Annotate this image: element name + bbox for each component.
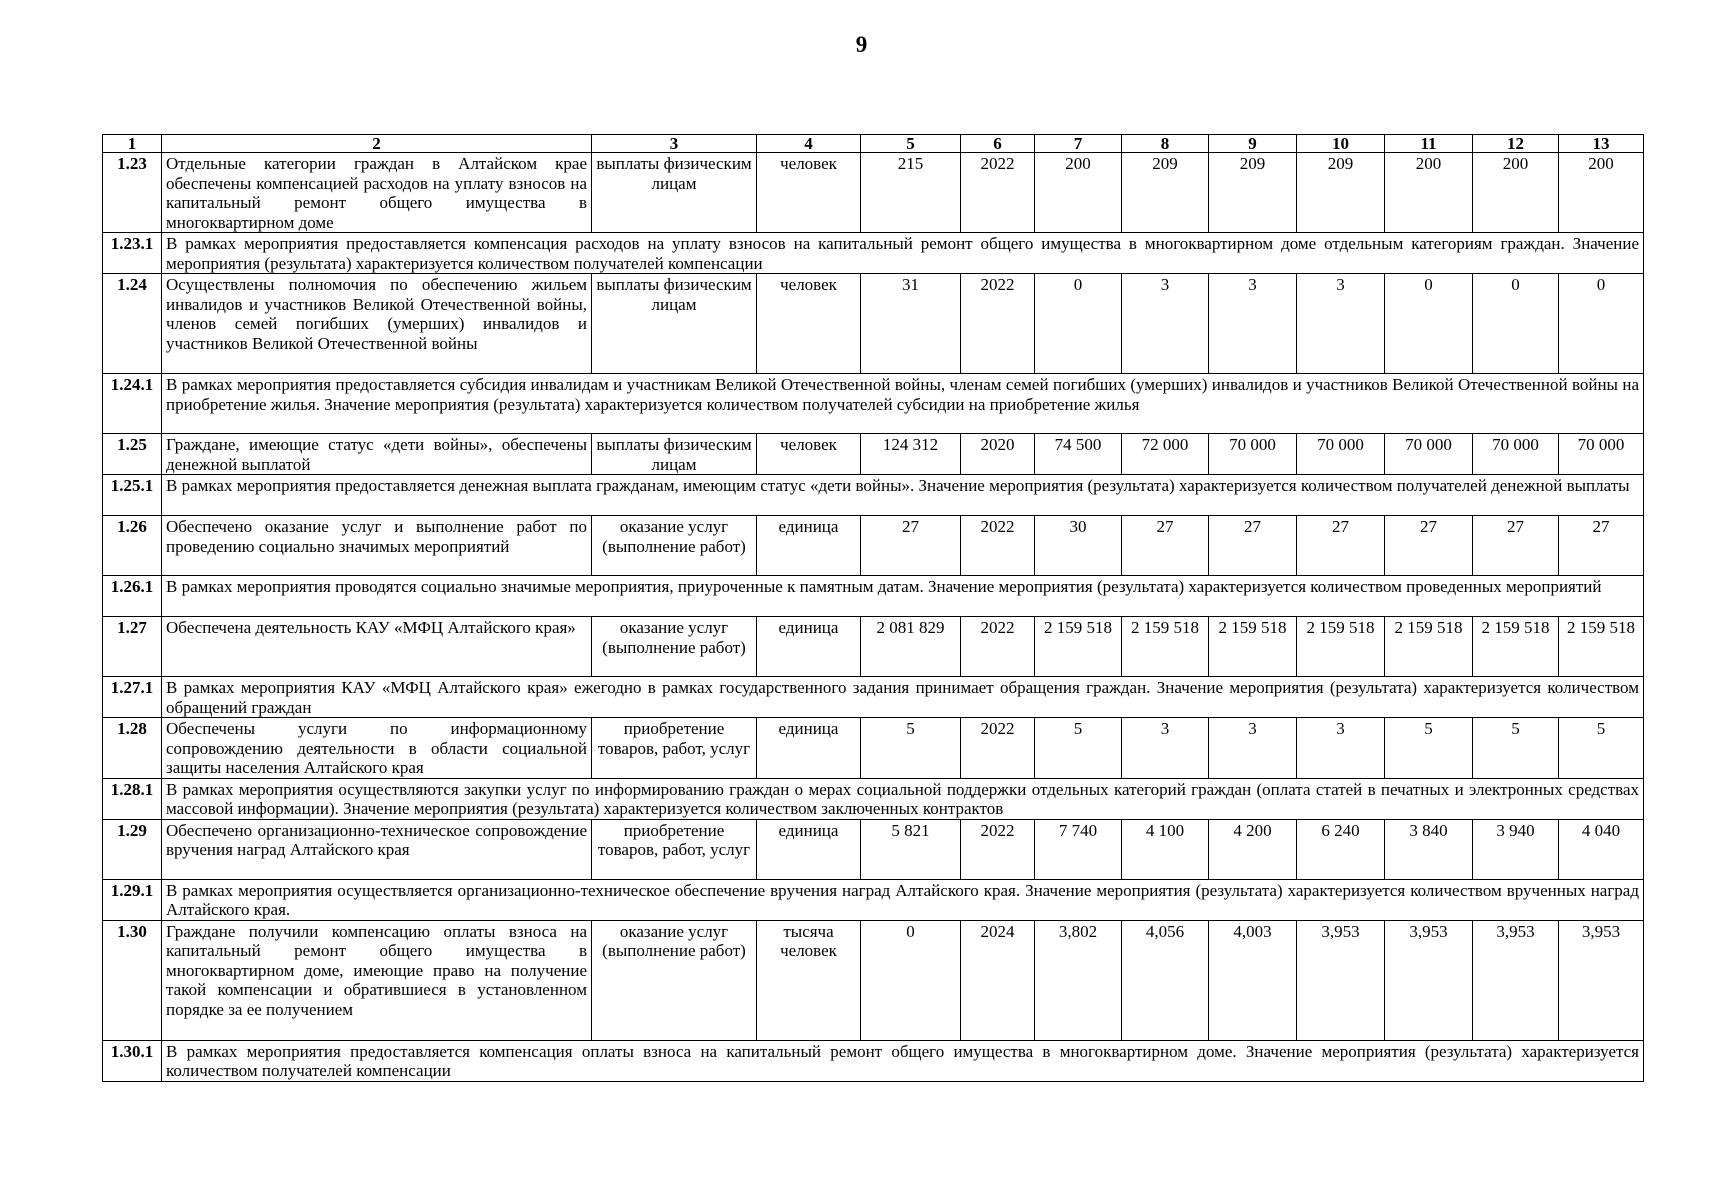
column-number-header: 9 bbox=[1209, 135, 1297, 153]
result-type: выплаты физическим лицам bbox=[592, 153, 757, 233]
result-name: Обеспечено организационно-техническое сопровождение вручения наград Алтайского края bbox=[162, 819, 592, 879]
value-cell: 3,953 bbox=[1559, 920, 1644, 1040]
table-row bbox=[103, 153, 1644, 233]
value-cell: 200 bbox=[1559, 153, 1644, 233]
value-cell: 0 bbox=[1035, 274, 1122, 374]
value-cell: 2022 bbox=[961, 516, 1035, 576]
value-cell: 70 000 bbox=[1473, 434, 1559, 475]
row-number: 1.29 bbox=[103, 819, 162, 879]
value-cell: 70 000 bbox=[1209, 434, 1297, 475]
value-cell: 27 bbox=[1297, 516, 1385, 576]
row-number: 1.25 bbox=[103, 434, 162, 475]
value-cell: 2 159 518 bbox=[1385, 617, 1473, 677]
result-type: выплаты физическим лицам bbox=[592, 274, 757, 374]
result-type: приобретение товаров, работ, услуг bbox=[592, 718, 757, 779]
result-name: Граждане, имеющие статус «дети войны», обеспечены денежной выплатой bbox=[162, 434, 592, 475]
row-number: 1.26.1 bbox=[103, 576, 162, 617]
value-cell: 27 bbox=[1559, 516, 1644, 576]
value-cell: 5 bbox=[1035, 718, 1122, 779]
value-cell: 72 000 bbox=[1122, 434, 1209, 475]
row-description: В рамках мероприятия проводятся социально значимые мероприятия, приуроченные к памятным датам. Значение мероприятия (результата) характеризуется количеством проведенных мероприятий bbox=[162, 576, 1644, 617]
value-cell: 4,056 bbox=[1122, 920, 1209, 1040]
unit-of-measure: человек bbox=[757, 153, 861, 233]
row-description: В рамках мероприятия предоставляется компенсация расходов на уплату взносов на капитальный ремонт общего имущества в многоквартирном доме отдельным категориям граждан. Значение мероприятия (результата) характеризуется количеством получателей компенсации bbox=[162, 233, 1644, 274]
result-name: Обеспечено оказание услуг и выполнение работ по проведению социально значимых мероприятий bbox=[162, 516, 592, 576]
value-cell: 209 bbox=[1297, 153, 1385, 233]
value-cell: 3 bbox=[1297, 718, 1385, 779]
column-number-header: 8 bbox=[1122, 135, 1209, 153]
result-type: оказание услуг (выполнение работ) bbox=[592, 516, 757, 576]
value-cell: 70 000 bbox=[1297, 434, 1385, 475]
description-row bbox=[103, 576, 1644, 617]
value-cell: 2020 bbox=[961, 434, 1035, 475]
value-cell: 5 bbox=[1473, 718, 1559, 779]
value-cell: 4 040 bbox=[1559, 819, 1644, 879]
value-cell: 27 bbox=[1473, 516, 1559, 576]
unit-of-measure: единица bbox=[757, 617, 861, 677]
row-description: В рамках мероприятия предоставляется компенсация оплаты взноса на капитальный ремонт общего имущества в многоквартирном доме. Значение мероприятия (результата) характеризуется количеством получателей компенсации bbox=[162, 1040, 1644, 1081]
value-cell: 215 bbox=[861, 153, 961, 233]
value-cell: 3 bbox=[1297, 274, 1385, 374]
value-cell: 6 240 bbox=[1297, 819, 1385, 879]
unit-of-measure: единица bbox=[757, 718, 861, 779]
value-cell: 31 bbox=[861, 274, 961, 374]
column-number-header: 4 bbox=[757, 135, 861, 153]
value-cell: 0 bbox=[1559, 274, 1644, 374]
value-cell: 2022 bbox=[961, 274, 1035, 374]
result-name: Граждане получили компенсацию оплаты взноса на капитальный ремонт общего имущества в многоквартирном доме, имеющие право на получение такой компенсации и обратившиеся в установленном порядке за ее получением bbox=[162, 920, 592, 1040]
value-cell: 3,953 bbox=[1473, 920, 1559, 1040]
value-cell: 27 bbox=[861, 516, 961, 576]
value-cell: 2022 bbox=[961, 718, 1035, 779]
description-row bbox=[103, 233, 1644, 274]
column-number-header: 13 bbox=[1559, 135, 1644, 153]
row-number: 1.28 bbox=[103, 718, 162, 779]
row-description: В рамках мероприятия осуществляется организационно-техническое обеспечение вручения наград Алтайского края. Значение мероприятия (результата) характеризуется количеством врученных наград Алтайского края. bbox=[162, 879, 1644, 920]
result-name: Отдельные категории граждан в Алтайском крае обеспечены компенсацией расходов на уплату взносов на капитальный ремонт общего имущества в многоквартирном доме bbox=[162, 153, 592, 233]
value-cell: 70 000 bbox=[1559, 434, 1644, 475]
column-number-header: 12 bbox=[1473, 135, 1559, 153]
value-cell: 27 bbox=[1122, 516, 1209, 576]
row-number: 1.30 bbox=[103, 920, 162, 1040]
result-name: Обеспечена деятельность КАУ «МФЦ Алтайского края» bbox=[162, 617, 592, 677]
value-cell: 209 bbox=[1122, 153, 1209, 233]
column-number-header: 2 bbox=[162, 135, 592, 153]
row-number: 1.23 bbox=[103, 153, 162, 233]
value-cell: 2022 bbox=[961, 819, 1035, 879]
page-number: 9 bbox=[855, 32, 868, 57]
unit-of-measure: единица bbox=[757, 516, 861, 576]
table-row bbox=[103, 819, 1644, 879]
row-number: 1.29.1 bbox=[103, 879, 162, 920]
unit-of-measure: тысяча человек bbox=[757, 920, 861, 1040]
value-cell: 2 081 829 bbox=[861, 617, 961, 677]
value-cell: 5 bbox=[1559, 718, 1644, 779]
description-row bbox=[103, 778, 1644, 819]
value-cell: 3 bbox=[1122, 718, 1209, 779]
result-type: оказание услуг (выполнение работ) bbox=[592, 920, 757, 1040]
column-number-header: 6 bbox=[961, 135, 1035, 153]
value-cell: 4 200 bbox=[1209, 819, 1297, 879]
value-cell: 0 bbox=[1473, 274, 1559, 374]
column-number-header: 3 bbox=[592, 135, 757, 153]
result-name: Обеспечены услуги по информационному сопровождению деятельности в области социальной защиты населения Алтайского края bbox=[162, 718, 592, 779]
value-cell: 30 bbox=[1035, 516, 1122, 576]
value-cell: 2 159 518 bbox=[1473, 617, 1559, 677]
row-number: 1.28.1 bbox=[103, 778, 162, 819]
table-row bbox=[103, 617, 1644, 677]
value-cell: 0 bbox=[1385, 274, 1473, 374]
value-cell: 2 159 518 bbox=[1035, 617, 1122, 677]
row-number: 1.27 bbox=[103, 617, 162, 677]
value-cell: 200 bbox=[1473, 153, 1559, 233]
value-cell: 2 159 518 bbox=[1122, 617, 1209, 677]
value-cell: 2 159 518 bbox=[1209, 617, 1297, 677]
row-number: 1.24.1 bbox=[103, 374, 162, 434]
value-cell: 4,003 bbox=[1209, 920, 1297, 1040]
table-header-row bbox=[103, 135, 1644, 153]
value-cell: 7 740 bbox=[1035, 819, 1122, 879]
row-description: В рамках мероприятия КАУ «МФЦ Алтайского края» ежегодно в рамках государственного задания принимает обращения граждан. Значение мероприятия (результата) характеризуется количеством обращений граждан bbox=[162, 677, 1644, 718]
value-cell: 124 312 bbox=[861, 434, 961, 475]
row-number: 1.30.1 bbox=[103, 1040, 162, 1081]
column-number-header: 5 bbox=[861, 135, 961, 153]
value-cell: 5 bbox=[861, 718, 961, 779]
unit-of-measure: человек bbox=[757, 274, 861, 374]
value-cell: 0 bbox=[861, 920, 961, 1040]
value-cell: 2024 bbox=[961, 920, 1035, 1040]
result-type: приобретение товаров, работ, услуг bbox=[592, 819, 757, 879]
column-number-header: 11 bbox=[1385, 135, 1473, 153]
row-description: В рамках мероприятия осуществляются закупки услуг по информированию граждан о мерах социальной поддержки отдельных категорий граждан (оплата статей в печатных и электронных средствах массовой информации). Значение мероприятия (результата) характеризуется количеством заключенных контрактов bbox=[162, 778, 1644, 819]
value-cell: 27 bbox=[1385, 516, 1473, 576]
value-cell: 200 bbox=[1385, 153, 1473, 233]
table-row bbox=[103, 274, 1644, 374]
value-cell: 3 840 bbox=[1385, 819, 1473, 879]
row-number: 1.25.1 bbox=[103, 475, 162, 516]
row-number: 1.26 bbox=[103, 516, 162, 576]
value-cell: 3 bbox=[1122, 274, 1209, 374]
value-cell: 27 bbox=[1209, 516, 1297, 576]
unit-of-measure: человек bbox=[757, 434, 861, 475]
value-cell: 3,953 bbox=[1297, 920, 1385, 1040]
row-description: В рамках мероприятия предоставляется субсидия инвалидам и участникам Великой Отечественной войны, членам семей погибших (умерших) инвалидов и участников Великой Отечественной войны на приобретение жилья. Значение мероприятия (результата) характеризуется количеством получателей субсидии на приобретение жилья bbox=[162, 374, 1644, 434]
value-cell: 5 821 bbox=[861, 819, 961, 879]
result-name: Осуществлены полномочия по обеспечению жильем инвалидов и участников Великой Отечественной войны, членов семей погибших (умерших) инвалидов и участников Великой Отечественной войны bbox=[162, 274, 592, 374]
row-number: 1.23.1 bbox=[103, 233, 162, 274]
value-cell: 3,953 bbox=[1385, 920, 1473, 1040]
description-row bbox=[103, 879, 1644, 920]
description-row bbox=[103, 1040, 1644, 1081]
value-cell: 3 bbox=[1209, 718, 1297, 779]
column-number-header: 7 bbox=[1035, 135, 1122, 153]
value-cell: 70 000 bbox=[1385, 434, 1473, 475]
value-cell: 2022 bbox=[961, 153, 1035, 233]
value-cell: 3,802 bbox=[1035, 920, 1122, 1040]
value-cell: 2 159 518 bbox=[1297, 617, 1385, 677]
value-cell: 209 bbox=[1209, 153, 1297, 233]
column-number-header: 1 bbox=[103, 135, 162, 153]
value-cell: 200 bbox=[1035, 153, 1122, 233]
description-row bbox=[103, 374, 1644, 434]
table-row bbox=[103, 434, 1644, 475]
indicators-table bbox=[102, 134, 1644, 1082]
column-number-header: 10 bbox=[1297, 135, 1385, 153]
row-number: 1.24 bbox=[103, 274, 162, 374]
result-type: оказание услуг (выполнение работ) bbox=[592, 617, 757, 677]
value-cell: 5 bbox=[1385, 718, 1473, 779]
table-row bbox=[103, 920, 1644, 1040]
table-row bbox=[103, 718, 1644, 779]
unit-of-measure: единица bbox=[757, 819, 861, 879]
description-row bbox=[103, 677, 1644, 718]
value-cell: 74 500 bbox=[1035, 434, 1122, 475]
value-cell: 4 100 bbox=[1122, 819, 1209, 879]
value-cell: 3 bbox=[1209, 274, 1297, 374]
row-number: 1.27.1 bbox=[103, 677, 162, 718]
value-cell: 2 159 518 bbox=[1559, 617, 1644, 677]
result-type: выплаты физическим лицам bbox=[592, 434, 757, 475]
value-cell: 3 940 bbox=[1473, 819, 1559, 879]
description-row bbox=[103, 475, 1644, 516]
table-row bbox=[103, 516, 1644, 576]
value-cell: 2022 bbox=[961, 617, 1035, 677]
row-description: В рамках мероприятия предоставляется денежная выплата гражданам, имеющим статус «дети войны». Значение мероприятия (результата) характеризуется количеством получателей денежной выплаты bbox=[162, 475, 1644, 516]
